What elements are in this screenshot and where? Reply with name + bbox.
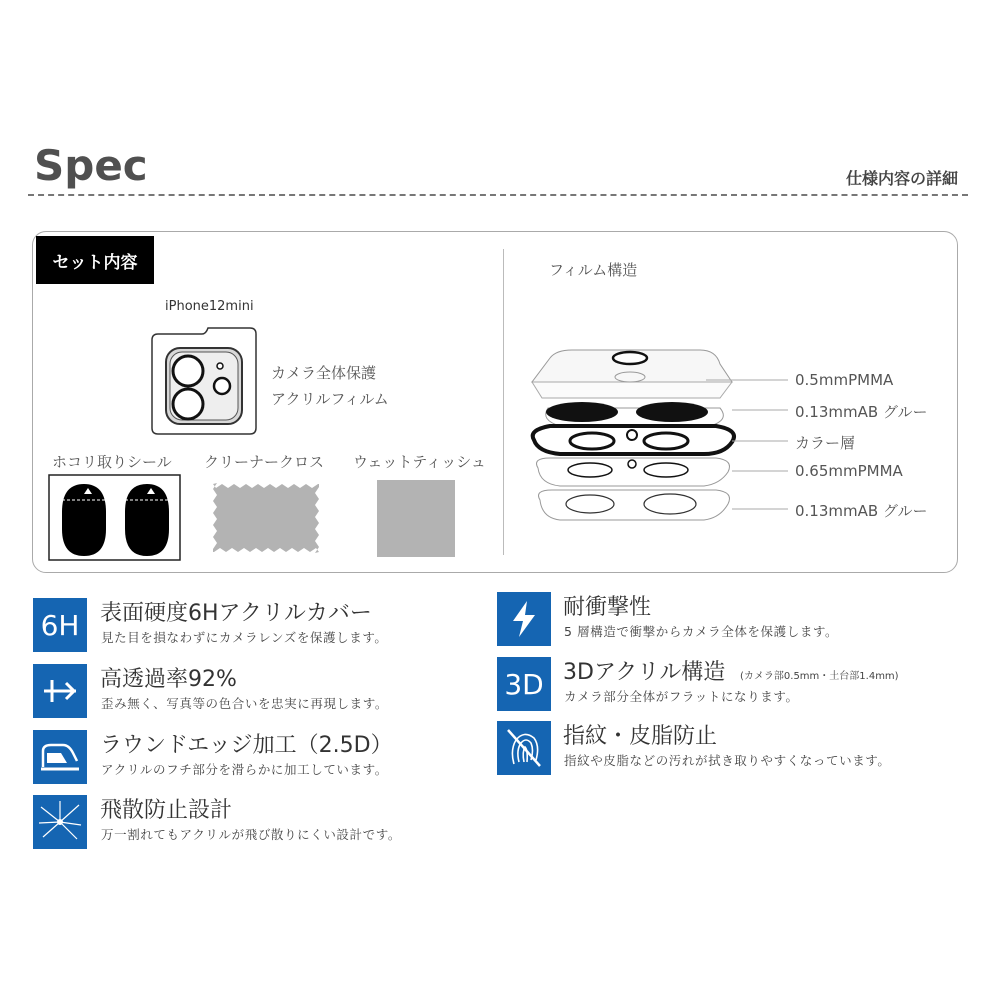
- shatter-proof-icon: [33, 795, 87, 849]
- wet-tissue-label: ウェットティッシュ: [353, 453, 486, 471]
- camera-film-illustration: [150, 318, 260, 436]
- page-title: Spec: [34, 141, 148, 190]
- transmittance-icon: [33, 664, 87, 718]
- feature-desc-3d: カメラ部分全体がフラットになります。: [564, 689, 799, 704]
- film-layer-diagram: [520, 340, 800, 530]
- feature-title-impact: 耐衝撃性: [563, 595, 652, 620]
- dust-sticker-label: ホコリ取りシール: [52, 453, 172, 471]
- film-structure-title: フィルム構造: [549, 261, 638, 279]
- anti-fingerprint-icon: [497, 721, 551, 775]
- feature-desc-hardness: 見た目を損なわずにカメラレンズを保護します。: [101, 630, 388, 645]
- feature-desc-impact: 5 層構造で衝撃からカメラ全体を保護します。: [564, 624, 839, 639]
- feature-title-fingerprint: 指紋・皮脂防止: [563, 724, 718, 749]
- set-contents-badge: セット内容: [36, 236, 154, 284]
- layer-label-5: 0.13mmAB グルー: [795, 502, 928, 520]
- cleaner-cloth-label: クリーナークロス: [204, 453, 325, 471]
- model-label: iPhone12mini: [165, 299, 254, 314]
- feature-title-hardness: 表面硬度6Hアクリルカバー: [100, 601, 372, 626]
- dashed-divider: [28, 194, 968, 196]
- 3d-structure-icon: 3D: [497, 657, 551, 711]
- layer-label-1: 0.5mmPMMA: [795, 371, 894, 389]
- page-subtitle: 仕様内容の詳細: [845, 169, 958, 188]
- feature-title-transmittance: 高透過率92%: [100, 667, 237, 692]
- feature-desc-round-edge: アクリルのフチ部分を滑らかに加工しています。: [101, 762, 388, 777]
- dust-sticker-illustration: [48, 474, 182, 562]
- feature-title-round-edge: ラウンドエッジ加工（2.5D）: [100, 733, 393, 758]
- film-label-line1: カメラ全体保護: [271, 364, 377, 382]
- cleaner-cloth-illustration: [211, 482, 321, 554]
- feature-note-3d: (カメラ部0.5mm・土台部1.4mm): [740, 671, 899, 682]
- feature-desc-shatter-proof: 万一割れてもアクリルが飛び散りにくい設計です。: [101, 827, 401, 842]
- layer-label-3: カラー層: [795, 434, 856, 452]
- film-label-line2: アクリルフィルム: [271, 390, 389, 408]
- wet-tissue-illustration: [377, 480, 455, 557]
- impact-resistance-icon: [497, 592, 551, 646]
- round-edge-icon: [33, 730, 87, 784]
- layer-label-2: 0.13mmAB グルー: [795, 403, 928, 421]
- feature-desc-transmittance: 歪み無く、写真等の色合いを忠実に再現します。: [101, 696, 388, 711]
- feature-title-3d: 3Dアクリル構造: [563, 660, 726, 685]
- panel-divider: [503, 249, 504, 555]
- hardness-6h-icon: 6H: [33, 598, 87, 652]
- feature-desc-fingerprint: 指紋や皮脂などの汚れが拭き取りやすくなっています。: [564, 753, 891, 768]
- layer-label-4: 0.65mmPMMA: [795, 462, 903, 480]
- feature-title-shatter-proof: 飛散防止設計: [100, 798, 233, 823]
